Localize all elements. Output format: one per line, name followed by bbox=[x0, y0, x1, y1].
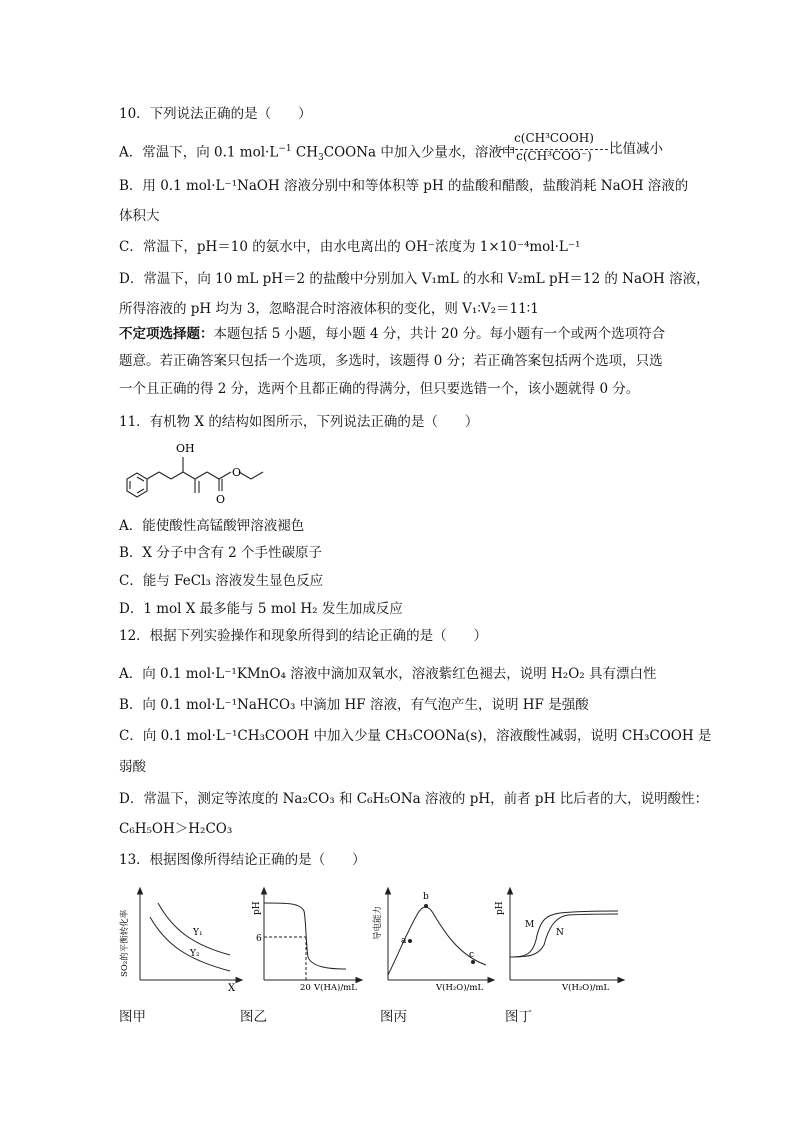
graph-bing-point-a bbox=[408, 939, 412, 943]
q11-option-c: C．能与 FeCl₃ 溶液发生显色反应 bbox=[119, 573, 324, 589]
carbonyl-oxygen-label: O bbox=[216, 493, 226, 506]
section-title: 不定项选择题： bbox=[119, 326, 214, 342]
q10-option-c: C．常温下，pH＝10 的氨水中，由水电离出的 OH⁻浓度为 1×10⁻⁴mol·L⁻¹ bbox=[119, 239, 581, 255]
caption-ding: 图丁 bbox=[505, 1009, 532, 1025]
graph-yi-tick-20: 20 bbox=[300, 983, 311, 993]
q12-option-a: A．向 0.1 mol·L⁻¹KMnO₄ 溶液中滴加双氧水，溶液紫红色褪去，说明 H₂O₂ 具有漂白性 bbox=[119, 666, 657, 682]
q10-fraction-numerator: c(CH³COOH) bbox=[514, 131, 594, 145]
graph-bing bbox=[368, 885, 498, 995]
graph-yi-tick-6: 6 bbox=[256, 934, 262, 944]
q10-stem: 10．下列说法正确的是（ ） bbox=[119, 106, 312, 122]
q11-structure-diagram bbox=[115, 435, 285, 510]
q10-fraction-denominator: c(CH³COO⁻) bbox=[516, 149, 592, 163]
graph-bing-y-label: 导电能力 bbox=[373, 905, 383, 940]
graph-bing-label-a: a bbox=[401, 936, 407, 946]
caption-yi: 图乙 bbox=[240, 1009, 267, 1025]
graph-bing-label-c: c bbox=[469, 950, 475, 960]
section-instructions-line1: 不定项选择题：本题包括 5 小题，每小题 4 分，共计 20 分。每小题有一个或两个选项符合 bbox=[119, 326, 666, 342]
graph-yi-curve bbox=[264, 903, 346, 969]
q11-stem: 11．有机物 X 的结构如图所示，下列说法正确的是（ ） bbox=[119, 414, 479, 430]
graph-jia-label-y1: Y₁ bbox=[193, 928, 203, 938]
graph-ding-label-m: M bbox=[525, 920, 535, 930]
q11-option-a: A．能使酸性高锰酸钾溶液褪色 bbox=[119, 518, 305, 534]
graph-yi bbox=[248, 885, 368, 995]
graph-bing-label-b: b bbox=[423, 892, 429, 902]
graph-bing-point-b bbox=[424, 904, 428, 908]
caption-jia: 图甲 bbox=[119, 1009, 146, 1025]
q12-stem: 12．根据下列实验操作和现象所得到的结论正确的是（ ） bbox=[119, 628, 488, 644]
q12-option-d-line1: D．常温下，测定等浓度的 Na₂CO₃ 和 C₆H₅ONa 溶液的 pH，前者 pH 比后者的大，说明酸性： bbox=[119, 791, 709, 807]
section-instructions-line2: 题意。若正确答案只包括一个选项，多选时，该题得 0 分；若正确答案包括两个选项，只选 bbox=[119, 353, 663, 369]
hydroxyl-label: OH bbox=[176, 442, 195, 455]
q12-option-c-line2: 弱酸 bbox=[119, 759, 146, 775]
q12-option-d-line2: C₆H₅OH＞H₂CO₃ bbox=[119, 821, 233, 837]
graph-ding-label-n: N bbox=[556, 928, 564, 938]
graph-ding-y-label: pH bbox=[495, 901, 505, 915]
graph-jia-y-label: SO₂的平衡转化率 bbox=[120, 909, 130, 977]
q12-option-b: B．向 0.1 mol·L⁻¹NaHCO₃ 中滴加 HF 溶液，有气泡产生，说明 HF 是强酸 bbox=[119, 697, 589, 713]
section-instructions-line3: 一个且正确的得 2 分，选两个且都正确的得满分，但只要选错一个，该小题就得 0 分。 bbox=[119, 381, 640, 397]
graph-ding-curve-m bbox=[510, 911, 618, 957]
caption-bing: 图丙 bbox=[380, 1009, 407, 1025]
q12-option-c-line1: C．向 0.1 mol·L⁻¹CH₃COOH 中加入少量 CH₃COONa(s)，溶液酸性减弱，说明 CH₃COOH 是 bbox=[119, 728, 712, 744]
graph-yi-y-label: pH bbox=[252, 901, 262, 915]
graph-jia-curve-y2 bbox=[150, 917, 230, 971]
graph-ding bbox=[490, 885, 630, 995]
q11-option-b: B．X 分子中含有 2 个手性碳原子 bbox=[119, 545, 322, 561]
ester-oxygen-label: O bbox=[232, 466, 242, 479]
graph-jia bbox=[118, 885, 248, 995]
q10-option-d-line2: 所得溶液的 pH 均为 3，忽略混合时溶液体积的变化，则 V₁∶V₂＝11∶1 bbox=[119, 301, 539, 317]
graph-jia-label-y2: Y₂ bbox=[190, 949, 200, 959]
graph-bing-point-c bbox=[471, 960, 475, 964]
q10-option-b-line1: B．用 0.1 mol·L⁻¹NaOH 溶液分别中和等体积等 pH 的盐酸和醋酸，盐酸消耗 NaOH 溶液的 bbox=[119, 178, 689, 194]
graph-jia-x-label: X bbox=[228, 983, 236, 994]
graph-yi-x-label: V(HA)/mL bbox=[314, 983, 357, 993]
graph-ding-x-label: V(H₂O)/mL bbox=[562, 983, 610, 993]
q13-stem: 13．根据图像所得结论正确的是（ ） bbox=[119, 852, 366, 868]
q10-option-b-line2: 体积大 bbox=[119, 208, 160, 224]
q10-option-d-line1: D．常温下，向 10 mL pH＝2 的盐酸中分别加入 V₁mL 的水和 V₂mL pH＝12 的 NaOH 溶液， bbox=[119, 271, 710, 287]
graph-bing-x-label: V(H₂O)/mL bbox=[436, 983, 484, 993]
q10-option-a-tail: 比值减小 bbox=[609, 141, 663, 157]
q10-option-a: A．常温下，向 0.1 $mol\cdot L^{-1}$ $CH_3COONa$ 中加入少量水，溶液中 bbox=[119, 144, 516, 164]
q11-option-d: D．1 mol X 最多能与 5 mol H₂ 发生加成反应 bbox=[119, 601, 403, 617]
